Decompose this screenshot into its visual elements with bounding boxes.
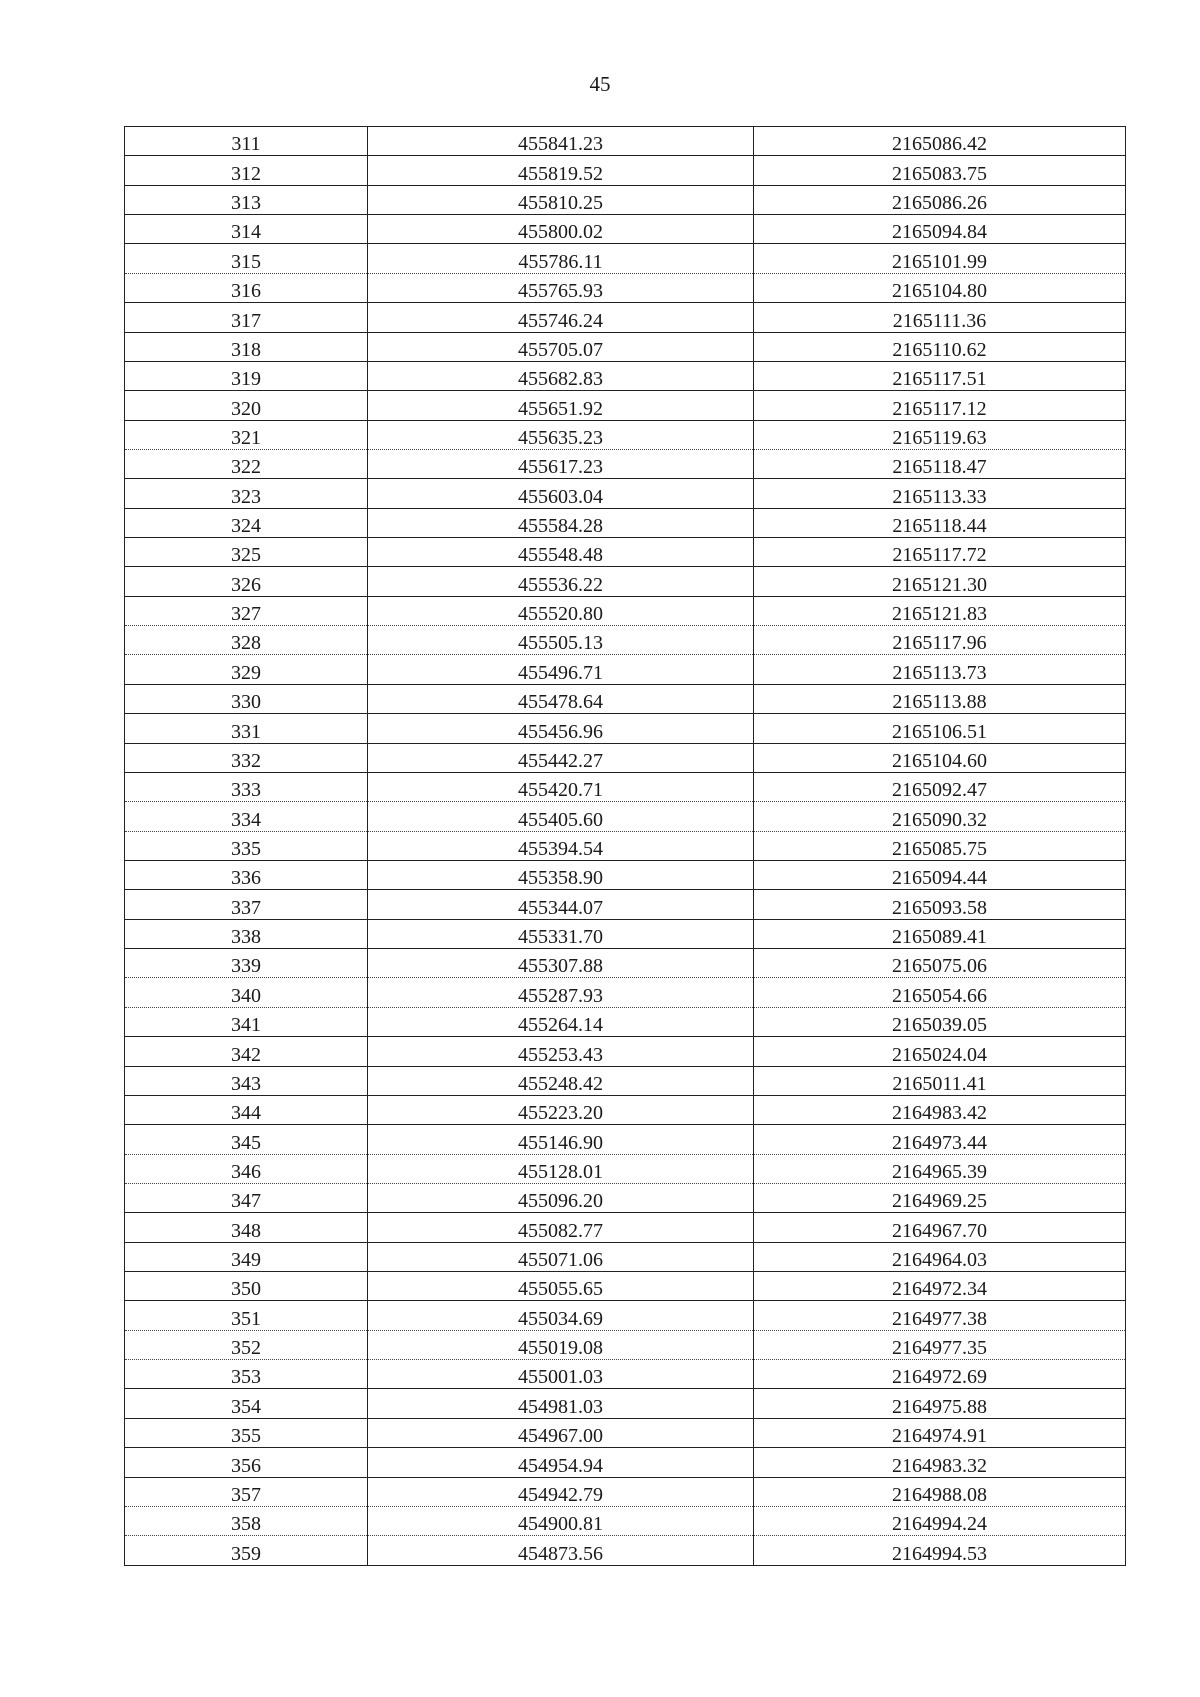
x-coordinate-cell: 455358.90 [368, 860, 754, 889]
table-row [125, 860, 1126, 889]
y-coordinate-cell: 2165011.41 [754, 1066, 1126, 1095]
y-coordinate-cell: 2165121.83 [754, 596, 1126, 625]
table-row [125, 1183, 1126, 1212]
table-row [125, 626, 1126, 655]
table-row [125, 127, 1126, 156]
point-number-cell: 319 [125, 361, 368, 390]
x-coordinate-cell: 455264.14 [368, 1007, 754, 1036]
point-number-cell: 315 [125, 244, 368, 273]
table-row [125, 1213, 1126, 1242]
y-coordinate-cell: 2165054.66 [754, 978, 1126, 1007]
y-coordinate-cell: 2164973.44 [754, 1125, 1126, 1154]
point-number-cell: 349 [125, 1242, 368, 1271]
point-number-cell: 339 [125, 949, 368, 978]
x-coordinate-cell: 455746.24 [368, 303, 754, 332]
table-row [125, 1125, 1126, 1154]
x-coordinate-cell: 454873.56 [368, 1536, 754, 1565]
table-row [125, 391, 1126, 420]
x-coordinate-cell: 454954.94 [368, 1448, 754, 1477]
x-coordinate-cell: 455536.22 [368, 567, 754, 596]
point-number-cell: 331 [125, 714, 368, 743]
y-coordinate-cell: 2165113.73 [754, 655, 1126, 684]
x-coordinate-cell: 455651.92 [368, 391, 754, 420]
x-coordinate-cell: 455055.65 [368, 1272, 754, 1301]
point-number-cell: 359 [125, 1536, 368, 1565]
y-coordinate-cell: 2165094.44 [754, 860, 1126, 889]
point-number-cell: 328 [125, 626, 368, 655]
table-row [125, 890, 1126, 919]
table-row [125, 596, 1126, 625]
y-coordinate-cell: 2164964.03 [754, 1242, 1126, 1271]
y-coordinate-cell: 2165117.51 [754, 361, 1126, 390]
point-number-cell: 326 [125, 567, 368, 596]
x-coordinate-cell: 454900.81 [368, 1506, 754, 1535]
x-coordinate-cell: 455420.71 [368, 772, 754, 801]
point-number-cell: 347 [125, 1183, 368, 1212]
point-number-cell: 352 [125, 1330, 368, 1359]
point-number-cell: 334 [125, 802, 368, 831]
table-row [125, 772, 1126, 801]
point-number-cell: 358 [125, 1506, 368, 1535]
x-coordinate-cell: 455394.54 [368, 831, 754, 860]
point-number-cell: 341 [125, 1007, 368, 1036]
table-row [125, 156, 1126, 185]
table-row [125, 1037, 1126, 1066]
x-coordinate-cell: 455331.70 [368, 919, 754, 948]
table-row [125, 1095, 1126, 1124]
x-coordinate-cell: 455705.07 [368, 332, 754, 361]
table-row [125, 1360, 1126, 1389]
x-coordinate-cell: 455810.25 [368, 185, 754, 214]
table-row [125, 1389, 1126, 1418]
x-coordinate-cell: 455505.13 [368, 626, 754, 655]
table-row [125, 1536, 1126, 1565]
y-coordinate-cell: 2164977.35 [754, 1330, 1126, 1359]
table-row [125, 1272, 1126, 1301]
x-coordinate-cell: 455496.71 [368, 655, 754, 684]
y-coordinate-cell: 2165121.30 [754, 567, 1126, 596]
table-row [125, 244, 1126, 273]
table-row [125, 215, 1126, 244]
y-coordinate-cell: 2164967.70 [754, 1213, 1126, 1242]
point-number-cell: 316 [125, 273, 368, 302]
x-coordinate-cell: 455584.28 [368, 508, 754, 537]
x-coordinate-cell: 455001.03 [368, 1360, 754, 1389]
point-number-cell: 313 [125, 185, 368, 214]
x-coordinate-cell: 455223.20 [368, 1095, 754, 1124]
point-number-cell: 312 [125, 156, 368, 185]
point-number-cell: 338 [125, 919, 368, 948]
y-coordinate-cell: 2165117.12 [754, 391, 1126, 420]
table-row [125, 420, 1126, 449]
y-coordinate-cell: 2164972.69 [754, 1360, 1126, 1389]
y-coordinate-cell: 2165075.06 [754, 949, 1126, 978]
x-coordinate-cell: 455548.48 [368, 538, 754, 567]
y-coordinate-cell: 2164977.38 [754, 1301, 1126, 1330]
point-number-cell: 318 [125, 332, 368, 361]
point-number-cell: 336 [125, 860, 368, 889]
y-coordinate-cell: 2164974.91 [754, 1418, 1126, 1447]
y-coordinate-cell: 2165118.44 [754, 508, 1126, 537]
x-coordinate-cell: 455478.64 [368, 684, 754, 713]
x-coordinate-cell: 455819.52 [368, 156, 754, 185]
point-number-cell: 356 [125, 1448, 368, 1477]
point-number-cell: 327 [125, 596, 368, 625]
point-number-cell: 317 [125, 303, 368, 332]
point-number-cell: 335 [125, 831, 368, 860]
x-coordinate-cell: 455786.11 [368, 244, 754, 273]
x-coordinate-cell: 455082.77 [368, 1213, 754, 1242]
table-row [125, 1007, 1126, 1036]
y-coordinate-cell: 2165092.47 [754, 772, 1126, 801]
y-coordinate-cell: 2165083.75 [754, 156, 1126, 185]
x-coordinate-cell: 455635.23 [368, 420, 754, 449]
x-coordinate-cell: 455034.69 [368, 1301, 754, 1330]
table-row [125, 919, 1126, 948]
x-coordinate-cell: 454967.00 [368, 1418, 754, 1447]
point-number-cell: 346 [125, 1154, 368, 1183]
point-number-cell: 332 [125, 743, 368, 772]
x-coordinate-cell: 455344.07 [368, 890, 754, 919]
point-number-cell: 343 [125, 1066, 368, 1095]
point-number-cell: 329 [125, 655, 368, 684]
point-number-cell: 321 [125, 420, 368, 449]
x-coordinate-cell: 455442.27 [368, 743, 754, 772]
y-coordinate-cell: 2164988.08 [754, 1477, 1126, 1506]
y-coordinate-cell: 2165093.58 [754, 890, 1126, 919]
y-coordinate-cell: 2165117.72 [754, 538, 1126, 567]
x-coordinate-cell: 455800.02 [368, 215, 754, 244]
table-row [125, 1154, 1126, 1183]
x-coordinate-cell: 455248.42 [368, 1066, 754, 1095]
table-row [125, 1506, 1126, 1535]
point-number-cell: 342 [125, 1037, 368, 1066]
y-coordinate-cell: 2164969.25 [754, 1183, 1126, 1212]
y-coordinate-cell: 2164983.42 [754, 1095, 1126, 1124]
y-coordinate-cell: 2165110.62 [754, 332, 1126, 361]
y-coordinate-cell: 2165111.36 [754, 303, 1126, 332]
point-number-cell: 337 [125, 890, 368, 919]
table-row [125, 303, 1126, 332]
table-row [125, 273, 1126, 302]
y-coordinate-cell: 2165113.88 [754, 684, 1126, 713]
table-row [125, 743, 1126, 772]
table-row [125, 185, 1126, 214]
table-row [125, 538, 1126, 567]
point-number-cell: 330 [125, 684, 368, 713]
table-row [125, 1330, 1126, 1359]
table-row [125, 1448, 1126, 1477]
y-coordinate-cell: 2164975.88 [754, 1389, 1126, 1418]
y-coordinate-cell: 2165090.32 [754, 802, 1126, 831]
point-number-cell: 353 [125, 1360, 368, 1389]
x-coordinate-cell: 455146.90 [368, 1125, 754, 1154]
x-coordinate-cell: 455841.23 [368, 127, 754, 156]
x-coordinate-cell: 455405.60 [368, 802, 754, 831]
x-coordinate-cell: 455520.80 [368, 596, 754, 625]
table-row [125, 978, 1126, 1007]
table-row [125, 655, 1126, 684]
y-coordinate-cell: 2164994.24 [754, 1506, 1126, 1535]
table-row [125, 831, 1126, 860]
y-coordinate-cell: 2164972.34 [754, 1272, 1126, 1301]
y-coordinate-cell: 2165117.96 [754, 626, 1126, 655]
point-number-cell: 324 [125, 508, 368, 537]
point-number-cell: 322 [125, 449, 368, 478]
x-coordinate-cell: 455071.06 [368, 1242, 754, 1271]
y-coordinate-cell: 2165106.51 [754, 714, 1126, 743]
x-coordinate-cell: 455096.20 [368, 1183, 754, 1212]
point-number-cell: 311 [125, 127, 368, 156]
point-number-cell: 355 [125, 1418, 368, 1447]
x-coordinate-cell: 455128.01 [368, 1154, 754, 1183]
x-coordinate-cell: 454942.79 [368, 1477, 754, 1506]
table-row [125, 1477, 1126, 1506]
point-number-cell: 348 [125, 1213, 368, 1242]
x-coordinate-cell: 455765.93 [368, 273, 754, 302]
table-row [125, 949, 1126, 978]
point-number-cell: 320 [125, 391, 368, 420]
table-row [125, 479, 1126, 508]
x-coordinate-cell: 455253.43 [368, 1037, 754, 1066]
point-number-cell: 333 [125, 772, 368, 801]
y-coordinate-cell: 2164983.32 [754, 1448, 1126, 1477]
x-coordinate-cell: 455617.23 [368, 449, 754, 478]
y-coordinate-cell: 2165039.05 [754, 1007, 1126, 1036]
point-number-cell: 345 [125, 1125, 368, 1154]
y-coordinate-cell: 2165086.42 [754, 127, 1126, 156]
page-number: 45 [589, 72, 611, 96]
table-row [125, 449, 1126, 478]
table-row [125, 1066, 1126, 1095]
y-coordinate-cell: 2165101.99 [754, 244, 1126, 273]
table-row [125, 332, 1126, 361]
point-number-cell: 325 [125, 538, 368, 567]
table-row [125, 508, 1126, 537]
x-coordinate-cell: 454981.03 [368, 1389, 754, 1418]
y-coordinate-cell: 2165085.75 [754, 831, 1126, 860]
y-coordinate-cell: 2165024.04 [754, 1037, 1126, 1066]
point-number-cell: 354 [125, 1389, 368, 1418]
table-row [125, 1418, 1126, 1447]
x-coordinate-cell: 455603.04 [368, 479, 754, 508]
y-coordinate-cell: 2165086.26 [754, 185, 1126, 214]
table-row [125, 802, 1126, 831]
table-row [125, 1301, 1126, 1330]
table-row [125, 361, 1126, 390]
y-coordinate-cell: 2165094.84 [754, 215, 1126, 244]
table-row [125, 684, 1126, 713]
table-row [125, 1242, 1126, 1271]
x-coordinate-cell: 455456.96 [368, 714, 754, 743]
point-number-cell: 350 [125, 1272, 368, 1301]
x-coordinate-cell: 455307.88 [368, 949, 754, 978]
y-coordinate-cell: 2165089.41 [754, 919, 1126, 948]
table-row [125, 714, 1126, 743]
y-coordinate-cell: 2165104.60 [754, 743, 1126, 772]
table-row [125, 567, 1126, 596]
point-number-cell: 314 [125, 215, 368, 244]
y-coordinate-cell: 2164994.53 [754, 1536, 1126, 1565]
y-coordinate-cell: 2165113.33 [754, 479, 1126, 508]
y-coordinate-cell: 2164965.39 [754, 1154, 1126, 1183]
coordinates-table [124, 126, 1126, 1566]
y-coordinate-cell: 2165119.63 [754, 420, 1126, 449]
y-coordinate-cell: 2165104.80 [754, 273, 1126, 302]
x-coordinate-cell: 455019.08 [368, 1330, 754, 1359]
x-coordinate-cell: 455287.93 [368, 978, 754, 1007]
point-number-cell: 351 [125, 1301, 368, 1330]
x-coordinate-cell: 455682.83 [368, 361, 754, 390]
point-number-cell: 344 [125, 1095, 368, 1124]
point-number-cell: 323 [125, 479, 368, 508]
point-number-cell: 340 [125, 978, 368, 1007]
y-coordinate-cell: 2165118.47 [754, 449, 1126, 478]
point-number-cell: 357 [125, 1477, 368, 1506]
coordinates-table-body [125, 127, 1126, 1566]
